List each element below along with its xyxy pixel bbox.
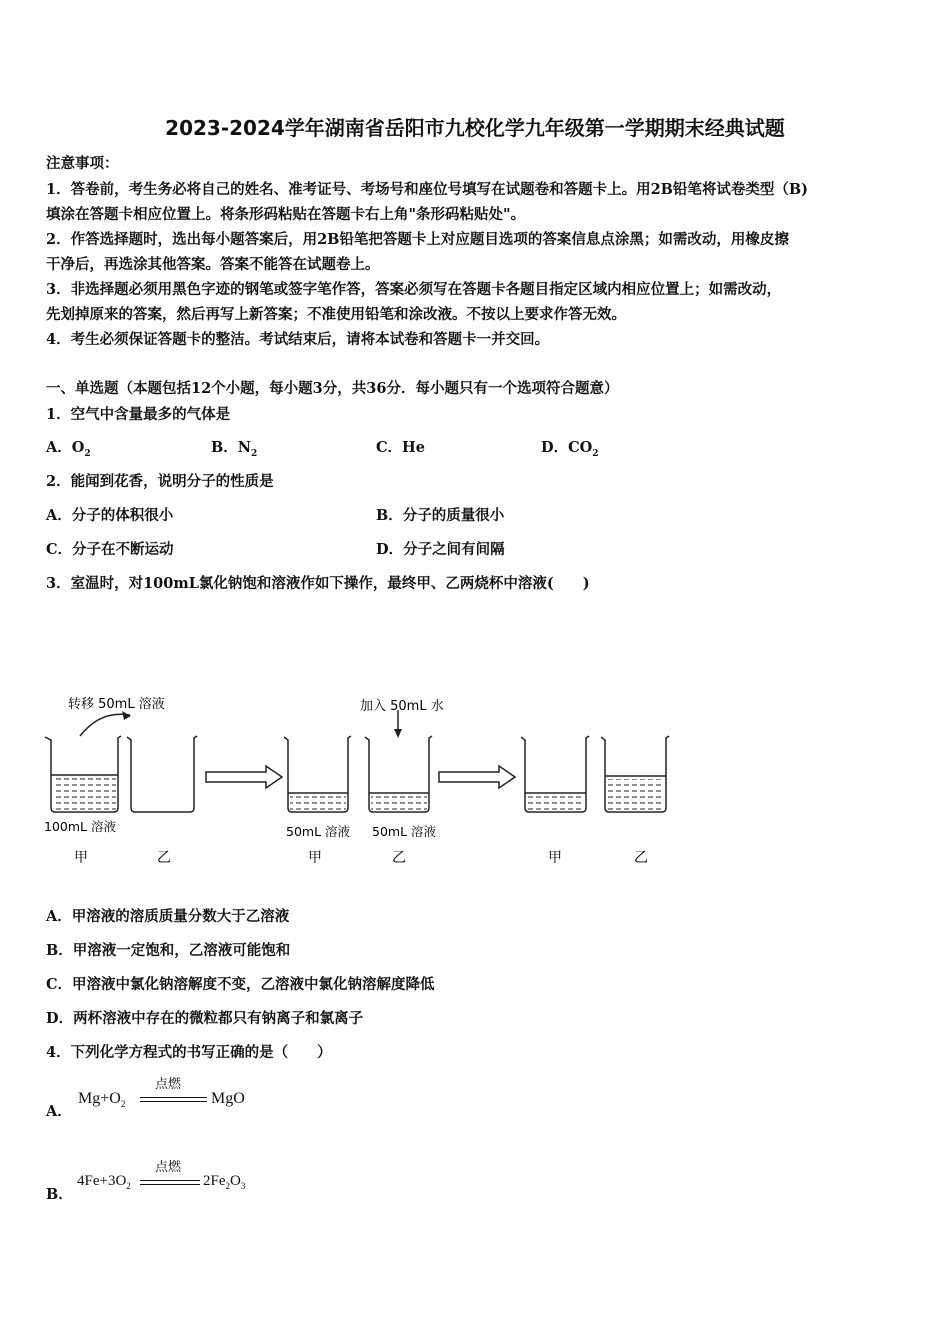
process-arrow-1 [206, 766, 282, 788]
subscript: 2 [251, 448, 258, 459]
page-title: 2023-2024学年湖南省岳阳市九校化学九年级第一学期期末经典试题 [165, 116, 785, 140]
subscript: 2 [592, 448, 599, 459]
notice-line: 先划掉原来的答案，然后再写上新答案；不准使用铅笔和涂改液。不按以上要求作答无效。 [46, 306, 626, 323]
q1-option-c[interactable]: C．He [376, 439, 425, 456]
q3-option-a[interactable]: A．甲溶液的溶质质量分数大于乙溶液 [46, 908, 290, 925]
volume-label: 50mL 溶液 [372, 824, 437, 839]
question-4-stem: 4．下列化学方程式的书写正确的是（ ） [46, 1044, 332, 1061]
subscript: 2 [120, 1099, 126, 1110]
notice-heading: 注意事项： [46, 155, 119, 172]
q4-option-a-label[interactable]: A． [46, 1103, 72, 1120]
beaker-label-yi: 乙 [392, 850, 406, 866]
q2-option-a[interactable]: A．分子的体积很小 [46, 507, 174, 524]
formula: 2Fe [203, 1173, 226, 1189]
q3-option-d[interactable]: D．两杯溶液中存在的微粒都只有钠离子和氯离子 [46, 1010, 364, 1027]
beaker-diagram [0, 680, 950, 880]
formula: O [230, 1173, 241, 1189]
add-water-label: 加入 50mL 水 [360, 699, 444, 714]
q4-option-b-label[interactable]: B． [46, 1186, 73, 1203]
q3-option-b[interactable]: B．甲溶液一定饱和，乙溶液可能饱和 [46, 942, 291, 959]
notice-line: 3．非选择题必须用黑色字迹的钢笔或签字笔作答，答案必须写在答题卡各题目指定区域内相应位置上；如需改动， [46, 281, 782, 298]
q2-option-b[interactable]: B．分子的质量很小 [376, 507, 505, 524]
formula: CO [568, 439, 593, 456]
q1-option-a[interactable] [46, 436, 91, 459]
equals-line [140, 1097, 207, 1098]
notice-line: 干净后，再选涂其他答案。答案不能答在试题卷上。 [46, 256, 380, 273]
equation-right [203, 1173, 245, 1191]
question-3-stem: 3．室温时，对100mL氯化钠饱和溶液作如下操作，最终甲、乙两烧杯中溶液( ) [46, 575, 590, 592]
q1-option-d[interactable] [541, 436, 599, 459]
beaker-label-yi: 乙 [157, 850, 171, 866]
condition-label: 点燃 [155, 1077, 182, 1092]
formula: O [71, 439, 85, 456]
subscript: 2 [225, 1181, 230, 1191]
notice-line: 填涂在答题卡相应位置上。将条形码粘贴在答题卡右上角"条形码粘贴处"。 [46, 206, 526, 223]
notice-line: 1．答卷前，考生务必将自己的姓名、准考证号、考场号和座位号填写在试题卷和答题卡上。用2B铅笔将试卷类型（B) [46, 181, 809, 198]
formula: N [237, 439, 252, 456]
beaker-yi-start [127, 736, 197, 812]
transfer-label: 转移 50mL 溶液 [68, 697, 165, 712]
equation-left [77, 1173, 131, 1191]
equals-line [140, 1180, 200, 1181]
volume-label: 100mL 溶液 [44, 819, 116, 834]
formula: Mg+O [78, 1090, 121, 1107]
q2-option-c[interactable]: C．分子在不断运动 [46, 541, 174, 558]
beaker-label-jia: 甲 [548, 850, 562, 866]
subscript: 3 [240, 1181, 246, 1191]
process-arrow-2 [439, 766, 515, 788]
subscript: 2 [84, 448, 91, 459]
beaker-label-jia: 甲 [74, 850, 88, 866]
q1-option-b[interactable] [211, 436, 257, 459]
equation-left [78, 1090, 125, 1109]
option-label: B． [211, 439, 238, 456]
question-2-stem: 2．能闻到花香，说明分子的性质是 [46, 473, 274, 490]
notice-line: 4．考生必须保证答题卡的整洁。考试结束后，请将本试卷和答题卡一并交回。 [46, 331, 550, 348]
beaker-label-yi: 乙 [634, 850, 648, 866]
transfer-arrow [80, 714, 130, 736]
volume-label: 50mL 溶液 [286, 824, 351, 839]
q3-option-c[interactable]: C．甲溶液中氯化钠溶解度不变，乙溶液中氯化钠溶解度降低 [46, 976, 435, 993]
condition-label: 点燃 [155, 1160, 182, 1175]
section-heading: 一、单选题（本题包括12个小题，每小题3分，共36分．每小题只有一个选项符合题意） [46, 380, 619, 397]
equals-line [140, 1184, 200, 1185]
equation-right: MgO [211, 1090, 245, 1107]
q2-option-d[interactable]: D．分子之间有间隔 [376, 541, 505, 558]
subscript: 2 [126, 1181, 131, 1191]
question-1-stem: 1．空气中含量最多的气体是 [46, 406, 231, 423]
option-label: A． [46, 439, 72, 456]
equals-line [140, 1101, 207, 1102]
notice-line: 2．作答选择题时，选出每小题答案后，用2B铅笔把答题卡上对应题目选项的答案信息点涂黑；如需改动，用橡皮擦 [46, 231, 789, 248]
beaker-label-jia: 甲 [308, 850, 322, 866]
option-label: D． [541, 439, 569, 456]
formula: 4Fe+3O [77, 1173, 127, 1189]
